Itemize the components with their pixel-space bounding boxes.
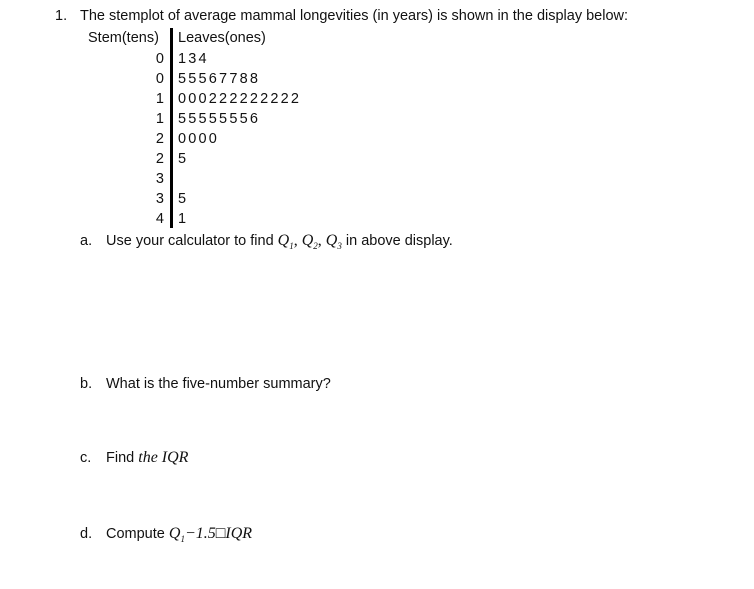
q2-math: $Q_2$	[301, 232, 318, 252]
part-a-text-after: in above display.	[345, 233, 453, 249]
part-d-letter: d.	[80, 526, 93, 542]
leaf-values: 5	[178, 151, 189, 167]
leaf-values: 134	[178, 51, 209, 67]
stem-value: 2	[155, 151, 164, 167]
part-b	[80, 376, 331, 392]
leaf-values	[178, 169, 301, 189]
stem-value: 1	[155, 91, 164, 107]
leaf-values: 000222222222	[178, 91, 302, 107]
stem-header: Stem(tens)	[88, 30, 159, 46]
stem-column	[140, 49, 164, 229]
stemplot-divider	[170, 28, 173, 228]
leaf-column	[178, 49, 301, 229]
question-text: The stemplot of average mammal longevities (in years) is shown in the display below:	[80, 8, 629, 24]
part-c	[80, 449, 188, 467]
stem-value: 2	[155, 131, 164, 147]
leaf-values: 55555556	[178, 111, 261, 127]
part-c-letter: c.	[80, 450, 92, 466]
part-a-text: Use your calculator to find	[106, 233, 274, 249]
stem-value: 0	[155, 71, 164, 87]
leaf-values: 0000	[178, 131, 220, 147]
stem-value: 1	[155, 111, 164, 127]
part-d-text: Compute	[106, 526, 165, 542]
stem-value: 3	[155, 171, 164, 187]
iqr-math: the IQR	[138, 449, 189, 466]
part-b-text: What is the five-number summary?	[106, 376, 331, 392]
leaf-header: Leaves(ones)	[178, 30, 266, 46]
stem-value: 3	[155, 191, 164, 207]
leaf-values: 5	[178, 191, 189, 207]
stem-value: 4	[155, 211, 164, 227]
part-c-text: Find	[106, 450, 135, 466]
question-number: 1.	[55, 8, 68, 24]
stem-value: 0	[155, 51, 164, 67]
fence-math-rest: −1.5□IQR	[184, 525, 253, 542]
part-a: a. Use your calculator to find $Q_1$, $Q_2$, $Q_3$ in above display.	[80, 232, 453, 252]
fence-math: $Q_1$	[168, 525, 185, 545]
part-a-letter: a.	[80, 233, 93, 249]
q1-math: $Q_1$	[277, 232, 294, 252]
part-d	[80, 525, 252, 544]
leaf-values: 55567788	[178, 71, 261, 87]
q3-math: $Q_3$	[325, 232, 342, 252]
part-b-letter: b.	[80, 376, 93, 392]
leaf-values: 1	[178, 211, 189, 227]
